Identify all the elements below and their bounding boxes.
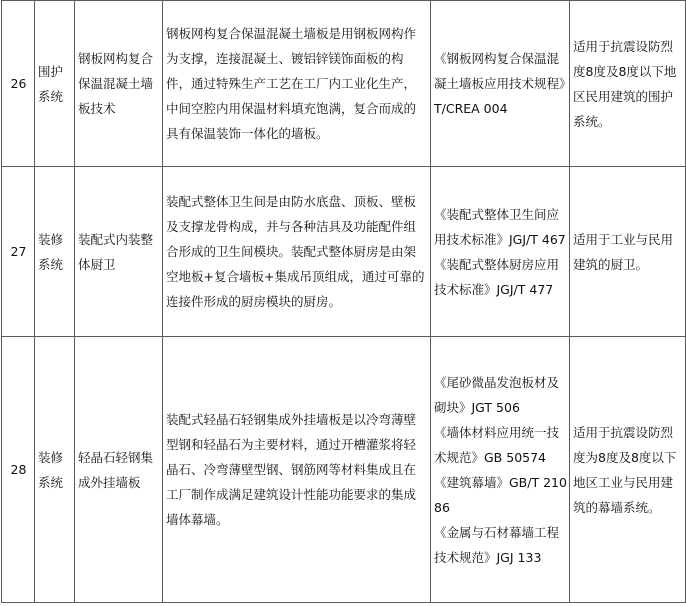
standard-item: 《建筑幕墙》GB/T 21086	[434, 474, 567, 515]
standard-item: 《墙体材料应用统一技术规范》GB 50574	[434, 424, 560, 465]
row-category: 装修系统	[35, 337, 75, 603]
standard-item: 《装配式整体厨房应用技术标准》JGJ/T 477	[434, 256, 560, 297]
row-description: 钢板网构复合保温混凝土墙板是用钢板网构作为支撑，连接混凝土、镀铝锌镁饰面板的构件，通过特殊生产工艺在工厂内工业化生产，中间空腔内用保温材料填充饱满，复合而成的具有保温装饰一体化的墙板。	[163, 1, 431, 167]
row-description: 装配式轻晶石轻钢集成外挂墙板是以冷弯薄壁型钢和轻晶石为主要材料，通过开槽灌浆将轻晶石、冷弯薄壁型钢、钢筋网等材料集成且在工厂制作成满足建筑设计性能功能要求的集成墙体幕墙。	[163, 337, 431, 603]
row-number: 26	[2, 1, 35, 167]
row-category: 装修系统	[35, 167, 75, 337]
technology-table	[1, 0, 686, 603]
row-standards	[431, 167, 570, 337]
standard-item: 《装配式整体卫生间应用技术标准》JGJ/T 467	[434, 206, 566, 247]
standard-item: 《金属与石材幕墙工程技术规范》JGJ 133	[434, 524, 560, 565]
row-scope: 适用于工业与民用建筑的厨卫。	[570, 167, 686, 337]
table-row	[2, 337, 686, 603]
row-technology: 钢板网构复合保温混凝土墙板技术	[75, 1, 163, 167]
row-standards	[431, 1, 570, 167]
standard-item: 《钢板网构复合保温混凝土墙板应用技术规程》T/CREA 004	[434, 51, 566, 116]
row-standards	[431, 337, 570, 603]
row-technology: 轻晶石轻钢集成外挂墙板	[75, 337, 163, 603]
row-scope: 适用于抗震设防烈度为8度及8度以下地区工业与民用建筑的幕墙系统。	[570, 337, 686, 603]
table-row	[2, 1, 686, 167]
row-scope: 适用于抗震设防烈度8度及8度以下地区民用建筑的围护系统。	[570, 1, 686, 167]
row-number: 28	[2, 337, 35, 603]
standard-item: 《尾砂微晶发泡板材及砌块》JGT 506	[434, 374, 560, 415]
row-technology: 装配式内装整体厨卫	[75, 167, 163, 337]
row-description: 装配式整体卫生间是由防水底盘、顶板、壁板及支撑龙骨构成，并与各种洁具及功能配件组合形成的卫生间模块。装配式整体厨房是由架空地板+复合墙板+集成吊顶组成，通过可靠的连接件形成的厨房模块的厨房。	[163, 167, 431, 337]
table-row	[2, 167, 686, 337]
row-category: 围护系统	[35, 1, 75, 167]
row-number: 27	[2, 167, 35, 337]
